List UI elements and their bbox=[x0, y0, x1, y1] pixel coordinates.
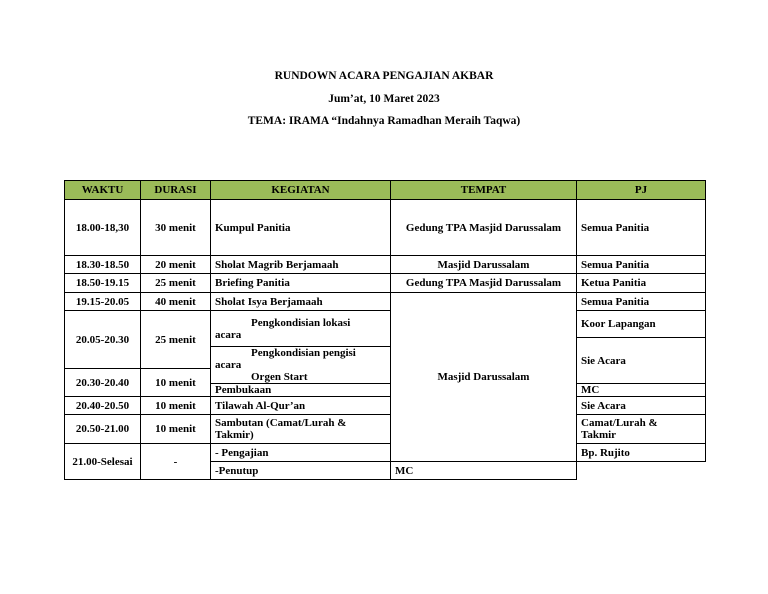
cell-kegiatan bbox=[211, 347, 391, 384]
table-row bbox=[65, 256, 706, 274]
column-header-tempat: TEMPAT bbox=[391, 181, 577, 200]
kegiatan-line: Takmir) bbox=[215, 429, 254, 441]
cell-kegiatan: Sholat Magrib Berjamaah bbox=[211, 256, 391, 274]
cell-durasi: 30 menit bbox=[141, 200, 211, 256]
column-header-waktu: WAKTU bbox=[65, 181, 141, 200]
column-header-durasi: DURASI bbox=[141, 181, 211, 200]
cell-tempat: Masjid Darussalam bbox=[391, 256, 577, 274]
cell-waktu: 18.00-18,30 bbox=[65, 200, 141, 256]
document-date: Jum’at, 10 Maret 2023 bbox=[328, 93, 440, 105]
cell-waktu: 18.30-18.50 bbox=[65, 256, 141, 274]
table-row bbox=[65, 274, 706, 293]
cell-waktu: 21.00-Selesai bbox=[65, 444, 141, 480]
document-title: RUNDOWN ACARA PENGAJIAN AKBAR bbox=[274, 70, 494, 82]
kegiatan-line: acara bbox=[215, 359, 242, 371]
table-row bbox=[65, 311, 706, 338]
column-header-pj: PJ bbox=[577, 181, 706, 200]
cell-tempat: Gedung TPA Masjid Darussalam bbox=[391, 200, 577, 256]
cell-waktu: 20.30-20.40 bbox=[65, 369, 141, 397]
table-row bbox=[65, 397, 706, 415]
cell-tempat: Gedung TPA Masjid Darussalam bbox=[391, 274, 577, 293]
cell-pj: Sie Acara bbox=[577, 338, 706, 384]
cell-tempat-merged: Masjid Darussalam bbox=[391, 293, 577, 462]
cell-pj: MC bbox=[391, 462, 577, 480]
pj-line: Takmir bbox=[581, 429, 617, 441]
cell-pj: Semua Panitia bbox=[577, 256, 706, 274]
cell-pj: Koor Lapangan bbox=[577, 311, 706, 338]
cell-kegiatan bbox=[211, 311, 391, 347]
cell-waktu: 18.50-19.15 bbox=[65, 274, 141, 293]
cell-durasi: 25 menit bbox=[141, 311, 211, 369]
kegiatan-line: acara bbox=[215, 328, 242, 341]
cell-durasi: 40 menit bbox=[141, 293, 211, 311]
cell-pj: Semua Panitia bbox=[577, 293, 706, 311]
cell-pj: MC bbox=[577, 384, 706, 397]
column-header-kegiatan: KEGIATAN bbox=[211, 181, 391, 200]
pj-line: Camat/Lurah & bbox=[581, 417, 658, 429]
cell-pj: Semua Panitia bbox=[577, 200, 706, 256]
cell-kegiatan: Tilawah Al-Qur’an bbox=[211, 397, 391, 415]
cell-waktu: 20.50-21.00 bbox=[65, 415, 141, 444]
cell-kegiatan: Pembukaan bbox=[211, 384, 391, 397]
cell-pj: Ketua Panitia bbox=[577, 274, 706, 293]
cell-pj: Bp. Rujito bbox=[577, 444, 706, 462]
cell-durasi: 25 menit bbox=[141, 274, 211, 293]
rundown-table bbox=[64, 180, 706, 480]
cell-kegiatan: - Pengajian bbox=[211, 444, 391, 462]
table-header-row bbox=[65, 181, 706, 200]
cell-waktu: 20.05-20.30 bbox=[65, 311, 141, 369]
kegiatan-line: Pengkondisian pengisi bbox=[251, 347, 356, 359]
cell-durasi: - bbox=[141, 444, 211, 480]
table-row bbox=[65, 200, 706, 256]
cell-durasi: 10 menit bbox=[141, 397, 211, 415]
kegiatan-line: Sambutan (Camat/Lurah & bbox=[215, 417, 347, 429]
cell-durasi: 20 menit bbox=[141, 256, 211, 274]
cell-pj: Sie Acara bbox=[577, 397, 706, 415]
table-row bbox=[65, 415, 706, 444]
cell-waktu: 19.15-20.05 bbox=[65, 293, 141, 311]
cell-kegiatan: Kumpul Panitia bbox=[211, 200, 391, 256]
cell-kegiatan: Briefing Panitia bbox=[211, 274, 391, 293]
cell-durasi: 10 menit bbox=[141, 369, 211, 397]
table-row bbox=[65, 444, 706, 462]
document-theme: TEMA: IRAMA “Indahnya Ramadhan Meraih Taqwa) bbox=[247, 115, 521, 127]
kegiatan-line: Orgen Start bbox=[251, 371, 308, 383]
cell-waktu: 20.40-20.50 bbox=[65, 397, 141, 415]
cell-kegiatan: -Penutup bbox=[211, 462, 391, 480]
kegiatan-line: Pengkondisian lokasi bbox=[251, 316, 351, 329]
cell-durasi: 10 menit bbox=[141, 415, 211, 444]
cell-kegiatan bbox=[211, 415, 391, 444]
table-row bbox=[65, 293, 706, 311]
cell-pj bbox=[577, 415, 706, 444]
cell-kegiatan: Sholat Isya Berjamaah bbox=[211, 293, 391, 311]
